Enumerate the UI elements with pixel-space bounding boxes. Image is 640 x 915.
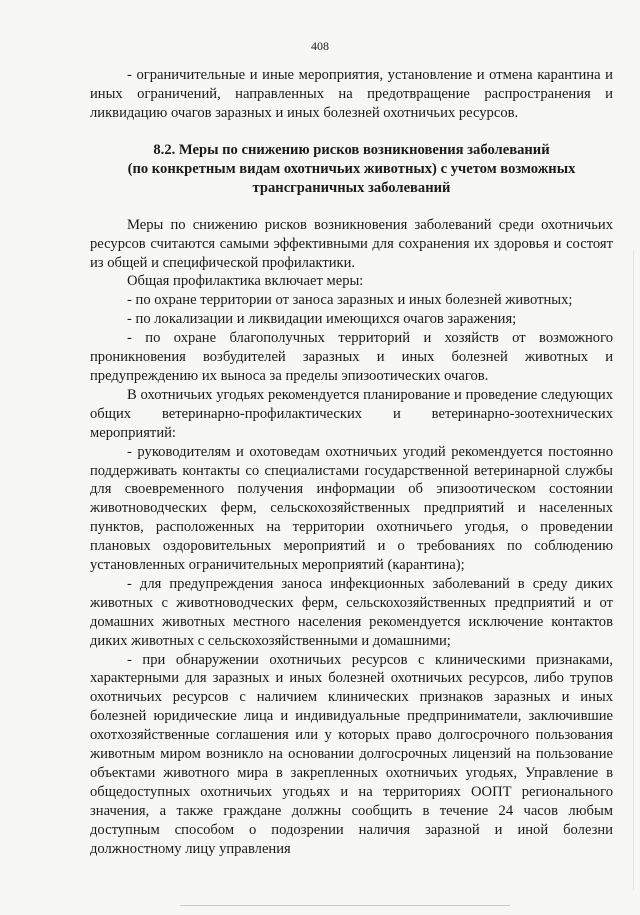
list-item-infection-prevention: - для предупреждения заноса инфекционных заболеваний в среду диких животных с животноводческих ферм, сельскохозяйственных предприятий и от домашних животных местного населения рекомендуется исключение контактов диких животных с сельскохозяйственными и домашними; bbox=[90, 575, 613, 649]
paragraph-hunting-grounds: В охотничьих угодьях рекомендуется планирование и проведение следующих общих ветеринарно-профилактических и ветеринарно-зоотехнических мероприятий: bbox=[90, 386, 613, 441]
list-item-localization: - по локализации и ликвидации имеющихся очагов заражения; bbox=[127, 311, 517, 328]
list-item-clinical-signs: - при обнаружении охотничьих ресурсов с клиническими признаками, характерными для заразных и иных болезней охотничьих ресурсов, либо трупов охотничьих ресурсов с наличием клинических признаков заразных и иных болезней юридические лица и индивидуальные предприниматели, заключившие охотхозяйственные соглашения или у которых право долгосрочного пользования животным миром возникло на основании долгосрочных лицензий на пользование объектами животного мира в закрепленных охотничьих угодьях, Управление в общедоступных охотничьих угодьях и на территориях ООПТ регионального значения, а также граждане должны сообщить в течение 24 часов любым доступным способом о подозрении наличия заразной и иной болезни должностному лицу управления bbox=[90, 651, 613, 857]
list-item-farm-protection: - по охране благополучных территорий и хозяйств от возможного проникновения возбудителей заразных и иных болезней животных и предупреждению их выноса за пределы эпизоотических очагов. bbox=[90, 330, 613, 384]
section-heading bbox=[90, 141, 613, 198]
document-body bbox=[90, 66, 613, 859]
section-heading-line-2: (по конкретным видам охотничьих животных) с учетом возможных bbox=[127, 160, 576, 177]
scan-artifact-line bbox=[180, 905, 510, 906]
paragraph-general-prevention: Общая профилактика включает меры: bbox=[127, 273, 364, 290]
section-heading-line-3: трансграничных заболеваний bbox=[252, 179, 451, 196]
scan-artifact-edge bbox=[633, 250, 634, 890]
section-heading-line-1: 8.2. Меры по снижению рисков возникновения заболеваний bbox=[153, 141, 550, 158]
paragraph-risk-reduction: Меры по снижению рисков возникновения заболеваний среди охотничьих ресурсов считаются самыми эффективными для сохранения их здоровья и состоят из общей и специфической профилактики. bbox=[90, 216, 613, 271]
list-item-territory-protection: - по охране территории от заноса заразных и иных болезней животных; bbox=[127, 292, 573, 309]
list-item-veterinary-contacts: - руководителям и охотоведам охотничьих угодий рекомендуется постоянно поддерживать контакты со специалистами государственной ветеринарной службы для своевременного получения информации об эпизоотическом состоянии животноводческих ферм, сельскохозяйственных предприятий и населенных пунктов, расположенных на территории охотничьего угодья, о проведении плановых оздоровительных мероприятий и о требованиях по соблюдению установленных ограничительных мероприятий (карантина); bbox=[90, 443, 613, 574]
page-number: 408 bbox=[311, 39, 329, 53]
paragraph-restrictive-measures: - ограничительные и иные мероприятия, установление и отмена карантина и иных ограничений, направленных на предотвращение распространения и ликвидацию очагов заразных и иных болезней охотничьих ресурсов. bbox=[90, 67, 613, 121]
